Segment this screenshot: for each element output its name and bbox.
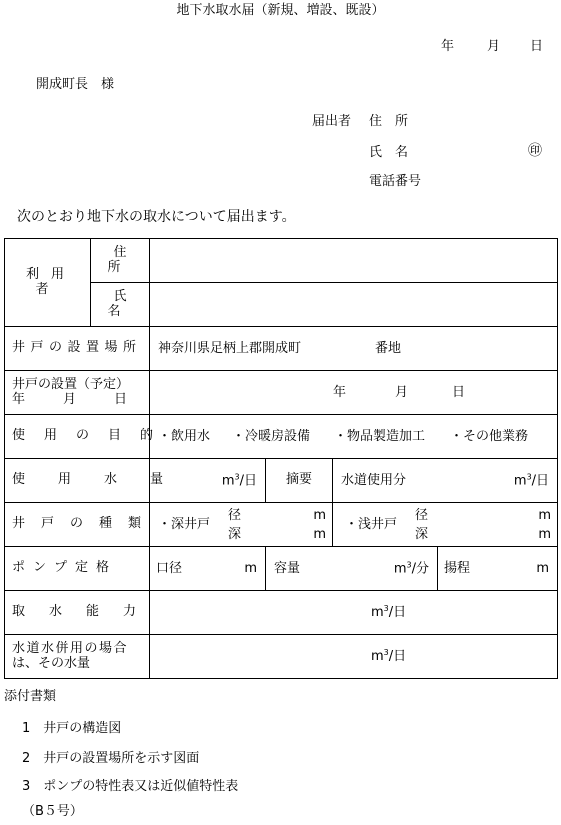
install-date-label-line2: 年月日 [12, 391, 166, 407]
intake-label-cell [5, 591, 161, 635]
tap-combined-field[interactable] [150, 635, 558, 679]
attachment-item-1: 1 井戸の構造図 [22, 721, 122, 736]
purpose-option-drinking[interactable]: ・飲用水 [158, 428, 211, 444]
location-label-cell [5, 327, 150, 371]
pump-capacity-unit: $m^3/$分 [393, 559, 429, 576]
install-date-row [5, 371, 558, 415]
tap-combined-unit: $m^3/$日 [370, 647, 407, 664]
tap-combined-row [5, 635, 558, 679]
purpose-option-hvac[interactable]: ・冷暖房設備 [232, 428, 311, 444]
location-label: 井戸の設置場所 [12, 340, 142, 356]
install-date-field[interactable] [150, 371, 558, 415]
install-date-month: 月 [395, 384, 409, 400]
pump-row [5, 547, 558, 591]
attachments-title: 添付書類 [4, 689, 57, 704]
volume-tap-unit: $m^3/$日 [513, 471, 550, 488]
intake-label: 取水能力 [12, 604, 161, 620]
user-label: 利用者 [25, 267, 76, 297]
well-type-row [5, 503, 558, 547]
purpose-label-cell [5, 415, 173, 459]
tap-combined-label-line2: は、その水量 [12, 655, 91, 671]
deep-well-diameter-unit: m [313, 508, 326, 523]
shallow-well-depth-label: 深 [415, 527, 429, 542]
pump-capacity-label: 容量 [274, 560, 301, 576]
form-number: （B５号） [22, 804, 83, 819]
filer-label: 届出者 [312, 114, 352, 129]
purpose-option-manufacturing[interactable]: ・物品製造加工 [334, 428, 426, 444]
deep-well-diameter-label: 径 [228, 508, 242, 523]
pump-head-unit: m [536, 560, 550, 576]
volume-row [5, 459, 558, 503]
shallow-well-depth-unit: m [538, 527, 552, 542]
location-row [5, 327, 558, 371]
volume-note-label-cell [266, 459, 333, 503]
install-date-label-cell [5, 371, 166, 415]
volume-label: 使用水量 [12, 472, 197, 488]
user-name-label-cell [91, 283, 150, 327]
pump-label-cell [5, 547, 150, 591]
filer-address-label: 住 所 [369, 114, 409, 129]
deep-well-depth-unit: m [313, 527, 326, 542]
notification-form-table [4, 238, 558, 679]
intake-field[interactable] [150, 591, 558, 635]
document-title: 地下水取水届（新規、増設、既設） [176, 3, 385, 18]
deep-well-field[interactable] [150, 503, 333, 547]
location-field[interactable] [150, 327, 558, 371]
shallow-well-diameter-label: 径 [415, 508, 429, 523]
well-type-label: 井戸の種類 [12, 516, 158, 532]
location-suffix: 番地 [375, 340, 402, 356]
purpose-option-other[interactable]: ・その他業務 [450, 428, 529, 444]
user-address-label: 住所 [107, 245, 139, 275]
date-day: 日 [530, 39, 544, 54]
pump-bore-label: 口径 [156, 560, 183, 576]
pump-head-label: 揚程 [444, 560, 471, 576]
user-address-field[interactable] [150, 239, 558, 283]
seal-mark: ㊞ [528, 143, 542, 159]
attachment-item-3: 3 ポンプの特性表又は近似値特性表 [22, 779, 239, 794]
tap-combined-label-cell [5, 635, 150, 679]
pump-label: ポンプ定格 [12, 560, 118, 576]
volume-label-cell [5, 459, 197, 503]
date-year: 年 [441, 39, 455, 54]
user-address-label-cell [91, 239, 150, 283]
user-label-cell [5, 239, 91, 327]
user-name-label: 氏名 [107, 289, 139, 319]
addressee: 開成町長 様 [36, 77, 115, 92]
intake-unit: $m^3/$日 [370, 603, 407, 620]
volume-tap-field[interactable] [333, 459, 558, 503]
pump-head-field[interactable] [438, 547, 558, 591]
install-date-year: 年 [333, 384, 347, 400]
pump-capacity-field[interactable] [266, 547, 438, 591]
install-date-label-line1: 井戸の設置（予定） [12, 377, 130, 393]
attachment-item-2: 2 井戸の設置場所を示す図面 [22, 751, 200, 766]
pump-bore-field[interactable] [150, 547, 266, 591]
well-type-label-cell [5, 503, 158, 547]
volume-note-label: 摘要 [285, 472, 312, 488]
user-address-row [5, 239, 558, 283]
install-date-day: 日 [452, 384, 466, 400]
deep-well-depth-label: 深 [228, 527, 242, 542]
intake-row [5, 591, 558, 635]
volume-unit: $m^3/$日 [221, 471, 257, 488]
shallow-well-label: ・浅井戸 [345, 516, 398, 532]
volume-field[interactable] [150, 459, 266, 503]
volume-tap-label: 水道使用分 [341, 472, 407, 488]
filer-phone-label: 電話番号 [369, 174, 422, 189]
purpose-options-cell [150, 415, 558, 459]
filer-name-label: 氏 名 [369, 145, 409, 160]
shallow-well-diameter-unit: m [538, 508, 552, 523]
purpose-label: 使用の目的 [12, 428, 173, 444]
location-prefix: 神奈川県足柄上郡開成町 [158, 340, 302, 356]
date-month: 月 [487, 39, 501, 54]
deep-well-label: ・深井戸 [158, 516, 211, 532]
intro-text: 次のとおり地下水の取水について届出ます。 [17, 209, 296, 225]
purpose-row [5, 415, 558, 459]
shallow-well-field[interactable] [333, 503, 558, 547]
tap-combined-label-line1: 水道水併用の場合 [12, 641, 129, 657]
user-name-field[interactable] [150, 283, 558, 327]
pump-bore-unit: m [244, 560, 257, 576]
